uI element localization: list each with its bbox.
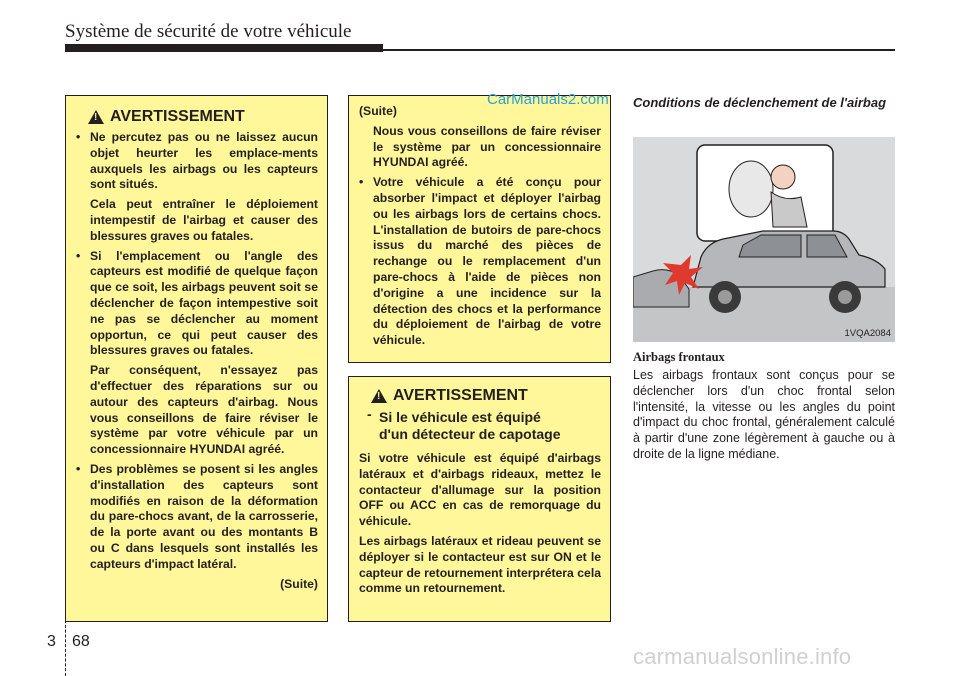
section-number: 3 — [47, 633, 56, 650]
subsection-heading: Airbags frontaux — [633, 350, 725, 364]
header-rule — [383, 49, 895, 51]
warning-title: AVERTISSEMENT — [393, 387, 528, 404]
continued-label: (Suite) — [359, 104, 397, 118]
figure-code: 1VQA2084 — [844, 328, 891, 339]
watermark-top: CarManuals2.com — [487, 91, 609, 108]
warning-item: • Si l'emplacement ou l'angle des capteurs est modifié de quelque façon que ce soit, les airbags peuvent soit se déclencher de façon intempestive soit ne pas se déclencher au moment opportun, ce qui peut causer des blessures graves ou fatales. — [76, 249, 318, 360]
warning-item: • Votre véhicule a été conçu pour absorber l'impact et déployer l'airbag ou les airbags lors de certains chocs. L'installation de butoirs de pare-chocs issus du marché des pièces de rechange ou le remplacement d'un pare-chocs à l'aide de pièces non d'origine a une incidence sur la détection des chocs et la performance du déploiement de l'airbag de votre véhicule. — [359, 175, 601, 349]
warning-subheading: - Si le véhicule est équipé d'un détecteur de capotage — [367, 409, 601, 443]
body-paragraph: Les airbags frontaux sont conçus pour se déclencher lors d'un choc frontal selon l'intensité, la vitesse ou les angles du point d'impact du choc frontal, généralement calculé à partir d'une zone légèrement à gauche ou à droite de la ligne médiane. — [633, 368, 895, 461]
warning-triangle-icon — [371, 389, 387, 403]
watermark-bottom: carmanualsonline.info — [633, 644, 852, 669]
warning-item: • Des problèmes se posent si les angles d'installation des capteurs sont modifiés en raison de la déformation du pare-chocs avant, de la carrosserie, de la porte avant ou des montants B ou C dans lesquels sont installés les capteurs d'impact latéral. — [76, 462, 318, 573]
continued-label: (Suite) — [280, 576, 318, 591]
warning-heading — [88, 108, 318, 126]
page-header-title: Système de sécurité de votre véhicule — [65, 21, 352, 42]
warning-heading — [371, 387, 601, 405]
warning-title: AVERTISSEMENT — [110, 108, 245, 125]
airbag-illustration — [633, 137, 895, 342]
warning-item: Nous vous conseillons de faire réviser le système par un concessionnaire HYUNDAI agréé. — [373, 123, 601, 170]
crash-illustration-svg — [633, 137, 895, 342]
header-bar — [65, 44, 383, 52]
warning-paragraph: Les airbags latéraux et rideau peuvent se déployer si le contacteur est sur ON et le capteur de retournement interprétera cela comme un retournement. — [359, 533, 601, 596]
warning-box-continued — [348, 95, 611, 363]
warning-paragraph: Si votre véhicule est équipé d'airbags latéraux et d'airbags rideaux, mettez le contacteur d'allumage sur la position OFF ou ACC en cas de remorquage du véhicule. — [359, 451, 601, 529]
warning-item: • Ne percutez pas ou ne laissez aucun objet heurter les emplace-ments auxquels les airbags ou les capteurs sont situés. — [76, 130, 318, 193]
section-title: Conditions de déclenchement de l'airbag — [633, 95, 887, 110]
page-number: 68 — [72, 633, 90, 650]
warning-item: Par conséquent, n'essayez pas d'effectuer des réparations sur ou autour des capteurs d'airbag. Nous vous conseillons de faire réviser le système par votre véhicule par un concessionnaire HYUNDAI agréé. — [90, 363, 318, 457]
warning-item: Cela peut entraîner le déploiement intempestif de l'airbag et causer des blessures graves ou fatales. — [90, 197, 318, 243]
footer-divider — [65, 620, 66, 676]
warning-triangle-icon — [88, 110, 104, 124]
warning-box-2 — [348, 376, 611, 622]
warning-box-1 — [65, 95, 328, 622]
